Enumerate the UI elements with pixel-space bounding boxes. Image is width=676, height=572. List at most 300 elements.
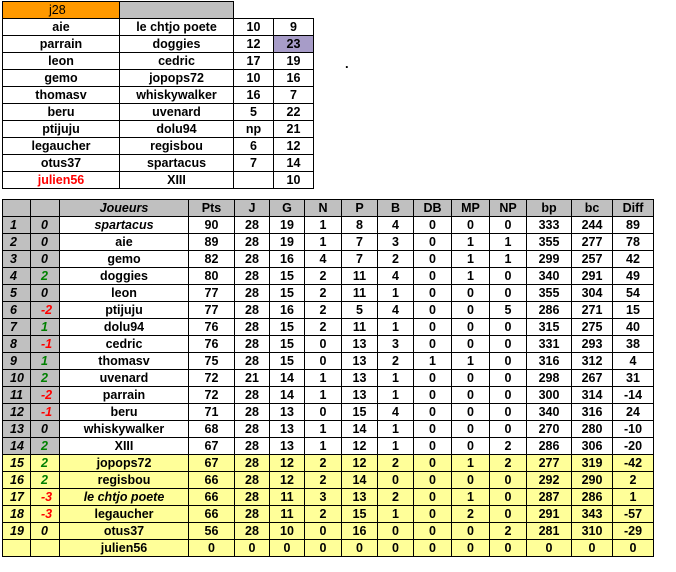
bc-cell: 267 — [572, 370, 613, 387]
standings-row — [3, 540, 654, 557]
np-cell: 1 — [490, 251, 527, 268]
n-cell: 0 — [305, 336, 342, 353]
bc-cell: 291 — [572, 268, 613, 285]
j-cell: 28 — [235, 523, 270, 540]
np-cell: 5 — [490, 302, 527, 319]
player-name-cell: cedric — [60, 336, 189, 353]
match-row — [3, 121, 314, 138]
away-score: 16 — [274, 70, 314, 87]
np-cell: 0 — [490, 268, 527, 285]
rank-change-cell: 2 — [31, 455, 60, 472]
mp-cell: 2 — [452, 506, 490, 523]
match-row — [3, 138, 314, 155]
b-cell: 2 — [378, 251, 414, 268]
p-cell: 13 — [342, 353, 378, 370]
p-cell: 15 — [342, 404, 378, 421]
home-score: 6 — [234, 138, 274, 155]
away-player: cedric — [120, 53, 234, 70]
rank-change-cell: 2 — [31, 472, 60, 489]
np-cell: 0 — [490, 489, 527, 506]
g-cell: 16 — [270, 302, 305, 319]
bp-cell: 287 — [527, 489, 572, 506]
p-cell: 15 — [342, 506, 378, 523]
home-player: julien56 — [3, 172, 120, 189]
bc-cell: 275 — [572, 319, 613, 336]
rank-change-cell: -2 — [31, 387, 60, 404]
p-cell: 14 — [342, 421, 378, 438]
db-cell: 0 — [414, 472, 452, 489]
column-header: NP — [490, 200, 527, 217]
n-cell: 1 — [305, 234, 342, 251]
bp-cell: 340 — [527, 268, 572, 285]
g-cell: 0 — [270, 540, 305, 557]
stray-dot: . — [345, 56, 349, 71]
standings-row — [3, 523, 654, 540]
home-score: 16 — [234, 87, 274, 104]
j-cell: 28 — [235, 336, 270, 353]
bc-cell: 312 — [572, 353, 613, 370]
header-empty-cell — [234, 2, 274, 19]
p-cell: 11 — [342, 268, 378, 285]
b-cell: 2 — [378, 489, 414, 506]
rank-cell: 4 — [3, 268, 31, 285]
rank-change-cell: 2 — [31, 268, 60, 285]
pts-cell: 90 — [189, 217, 235, 234]
db-cell: 0 — [414, 489, 452, 506]
p-cell: 14 — [342, 472, 378, 489]
mp-cell: 0 — [452, 472, 490, 489]
bc-cell: 293 — [572, 336, 613, 353]
column-header: Diff — [613, 200, 654, 217]
pts-cell: 67 — [189, 438, 235, 455]
n-cell: 2 — [305, 506, 342, 523]
p-cell: 13 — [342, 387, 378, 404]
mp-cell: 1 — [452, 489, 490, 506]
bp-cell: 299 — [527, 251, 572, 268]
home-score: 7 — [234, 155, 274, 172]
standings-row — [3, 421, 654, 438]
np-cell: 0 — [490, 387, 527, 404]
pts-cell: 77 — [189, 302, 235, 319]
p-cell: 13 — [342, 489, 378, 506]
p-cell: 16 — [342, 523, 378, 540]
mp-cell: 0 — [452, 421, 490, 438]
rank-change-cell: 1 — [31, 353, 60, 370]
mp-cell: 0 — [452, 523, 490, 540]
player-name-cell: le chtjo poete — [60, 489, 189, 506]
np-cell: 0 — [490, 540, 527, 557]
player-name-cell: ptijuju — [60, 302, 189, 319]
player-name-cell: thomasv — [60, 353, 189, 370]
b-cell: 1 — [378, 506, 414, 523]
n-cell: 0 — [305, 404, 342, 421]
b-cell: 4 — [378, 217, 414, 234]
diff-cell: 31 — [613, 370, 654, 387]
bc-cell: 306 — [572, 438, 613, 455]
standings-row — [3, 404, 654, 421]
pts-cell: 72 — [189, 370, 235, 387]
j-cell: 21 — [235, 370, 270, 387]
bc-cell: 343 — [572, 506, 613, 523]
bc-cell: 244 — [572, 217, 613, 234]
standings-row — [3, 268, 654, 285]
bc-cell: 310 — [572, 523, 613, 540]
j-cell: 28 — [235, 404, 270, 421]
player-name-cell: leon — [60, 285, 189, 302]
p-cell: 13 — [342, 370, 378, 387]
player-name-cell: uvenard — [60, 370, 189, 387]
diff-cell: -20 — [613, 438, 654, 455]
bp-cell: 300 — [527, 387, 572, 404]
rank-cell: 12 — [3, 404, 31, 421]
n-cell: 1 — [305, 370, 342, 387]
np-cell: 0 — [490, 217, 527, 234]
mp-cell: 0 — [452, 319, 490, 336]
bc-cell: 316 — [572, 404, 613, 421]
bp-cell: 315 — [527, 319, 572, 336]
bp-cell: 331 — [527, 336, 572, 353]
pts-cell: 77 — [189, 285, 235, 302]
db-cell: 0 — [414, 540, 452, 557]
n-cell: 2 — [305, 285, 342, 302]
away-player: doggies — [120, 36, 234, 53]
db-cell: 0 — [414, 438, 452, 455]
db-cell: 0 — [414, 251, 452, 268]
standings-row — [3, 285, 654, 302]
match-row — [3, 19, 314, 36]
p-cell: 7 — [342, 234, 378, 251]
bc-cell: 271 — [572, 302, 613, 319]
rank-change-cell: 0 — [31, 234, 60, 251]
away-score: 10 — [274, 172, 314, 189]
b-cell: 4 — [378, 302, 414, 319]
diff-cell: -14 — [613, 387, 654, 404]
j-cell: 0 — [235, 540, 270, 557]
g-cell: 15 — [270, 285, 305, 302]
diff-cell: 0 — [613, 540, 654, 557]
match-row — [3, 53, 314, 70]
player-name-cell: regisbou — [60, 472, 189, 489]
bp-cell: 355 — [527, 285, 572, 302]
rank-change-cell: 2 — [31, 438, 60, 455]
p-cell: 11 — [342, 285, 378, 302]
j-cell: 28 — [235, 217, 270, 234]
db-cell: 0 — [414, 217, 452, 234]
standings-row — [3, 472, 654, 489]
bp-cell: 286 — [527, 302, 572, 319]
rank-cell: 5 — [3, 285, 31, 302]
j-cell: 28 — [235, 438, 270, 455]
player-name-cell: whiskywalker — [60, 421, 189, 438]
player-name-cell: otus37 — [60, 523, 189, 540]
pts-cell: 68 — [189, 421, 235, 438]
bp-cell: 286 — [527, 438, 572, 455]
rank-cell: 3 — [3, 251, 31, 268]
standings-row — [3, 370, 654, 387]
rank-change-cell: 0 — [31, 285, 60, 302]
b-cell: 1 — [378, 285, 414, 302]
match-row — [3, 104, 314, 121]
g-cell: 16 — [270, 251, 305, 268]
p-cell: 0 — [342, 540, 378, 557]
n-cell: 2 — [305, 472, 342, 489]
pts-cell: 71 — [189, 404, 235, 421]
n-cell: 0 — [305, 353, 342, 370]
rank-cell: 8 — [3, 336, 31, 353]
rank-cell: 17 — [3, 489, 31, 506]
matches-table — [2, 1, 314, 189]
standings-row — [3, 217, 654, 234]
rank-cell — [3, 540, 31, 557]
j-cell: 28 — [235, 387, 270, 404]
home-score: 5 — [234, 104, 274, 121]
away-score: 21 — [274, 121, 314, 138]
bp-cell: 292 — [527, 472, 572, 489]
diff-cell: -29 — [613, 523, 654, 540]
mp-cell: 1 — [452, 234, 490, 251]
round-label: j28 — [3, 2, 120, 19]
rank-cell: 6 — [3, 302, 31, 319]
bp-cell: 270 — [527, 421, 572, 438]
db-cell: 0 — [414, 234, 452, 251]
player-name-cell: aie — [60, 234, 189, 251]
db-cell: 0 — [414, 506, 452, 523]
db-cell: 0 — [414, 523, 452, 540]
db-cell: 0 — [414, 387, 452, 404]
standings-row — [3, 455, 654, 472]
rank-change-cell: 0 — [31, 217, 60, 234]
column-header: G — [270, 200, 305, 217]
rank-cell: 19 — [3, 523, 31, 540]
away-score: 14 — [274, 155, 314, 172]
np-cell: 0 — [490, 506, 527, 523]
g-cell: 15 — [270, 353, 305, 370]
mp-cell: 1 — [452, 455, 490, 472]
player-name-cell: julien56 — [60, 540, 189, 557]
away-score: 12 — [274, 138, 314, 155]
player-name-cell: spartacus — [60, 217, 189, 234]
bc-cell: 304 — [572, 285, 613, 302]
rank-change-cell — [31, 540, 60, 557]
rank-change-cell: -1 — [31, 404, 60, 421]
rank-change-cell: -3 — [31, 489, 60, 506]
away-player: le chtjo poete — [120, 19, 234, 36]
column-header: bp — [527, 200, 572, 217]
home-player: legaucher — [3, 138, 120, 155]
n-cell: 1 — [305, 421, 342, 438]
standings-row — [3, 234, 654, 251]
bc-cell: 280 — [572, 421, 613, 438]
np-cell: 0 — [490, 421, 527, 438]
standings-row — [3, 489, 654, 506]
player-name-cell: jopops72 — [60, 455, 189, 472]
diff-cell: 38 — [613, 336, 654, 353]
away-score: 7 — [274, 87, 314, 104]
p-cell: 11 — [342, 319, 378, 336]
diff-cell: 24 — [613, 404, 654, 421]
player-name-cell: legaucher — [60, 506, 189, 523]
b-cell: 2 — [378, 455, 414, 472]
mp-cell: 1 — [452, 268, 490, 285]
diff-cell: 89 — [613, 217, 654, 234]
column-header: Pts — [189, 200, 235, 217]
np-cell: 2 — [490, 438, 527, 455]
diff-cell: 2 — [613, 472, 654, 489]
np-cell: 0 — [490, 370, 527, 387]
diff-cell: -57 — [613, 506, 654, 523]
bp-cell: 281 — [527, 523, 572, 540]
column-header: MP — [452, 200, 490, 217]
diff-cell: 78 — [613, 234, 654, 251]
bc-cell: 286 — [572, 489, 613, 506]
pts-cell: 66 — [189, 489, 235, 506]
away-score: 19 — [274, 53, 314, 70]
mp-cell: 1 — [452, 353, 490, 370]
j-cell: 28 — [235, 234, 270, 251]
b-cell: 4 — [378, 268, 414, 285]
n-cell: 2 — [305, 319, 342, 336]
mp-cell: 1 — [452, 251, 490, 268]
column-header: P — [342, 200, 378, 217]
n-cell: 1 — [305, 387, 342, 404]
rank-header — [3, 200, 31, 217]
p-cell: 12 — [342, 438, 378, 455]
g-cell: 19 — [270, 234, 305, 251]
db-cell: 0 — [414, 319, 452, 336]
bp-cell: 333 — [527, 217, 572, 234]
db-cell: 0 — [414, 455, 452, 472]
standings-row — [3, 353, 654, 370]
standings-table — [2, 199, 654, 557]
pts-cell: 72 — [189, 387, 235, 404]
standings-header-row — [3, 200, 654, 217]
match-row — [3, 70, 314, 87]
rank-cell: 10 — [3, 370, 31, 387]
j-cell: 28 — [235, 489, 270, 506]
j-cell: 28 — [235, 472, 270, 489]
standings-row — [3, 506, 654, 523]
np-cell: 1 — [490, 234, 527, 251]
away-score: 23 — [274, 36, 314, 53]
bc-cell: 257 — [572, 251, 613, 268]
mp-cell: 0 — [452, 217, 490, 234]
g-cell: 14 — [270, 370, 305, 387]
home-score — [234, 172, 274, 189]
away-player: XIII — [120, 172, 234, 189]
np-cell: 0 — [490, 404, 527, 421]
rank-change-cell: 2 — [31, 370, 60, 387]
player-name-cell: gemo — [60, 251, 189, 268]
mp-cell: 0 — [452, 540, 490, 557]
bp-cell: 277 — [527, 455, 572, 472]
bp-cell: 316 — [527, 353, 572, 370]
rank-cell: 16 — [3, 472, 31, 489]
np-cell: 0 — [490, 319, 527, 336]
away-player: spartacus — [120, 155, 234, 172]
j-cell: 28 — [235, 285, 270, 302]
home-score: 17 — [234, 53, 274, 70]
column-header: Joueurs — [60, 200, 189, 217]
b-cell: 1 — [378, 387, 414, 404]
rank-cell: 18 — [3, 506, 31, 523]
home-score: 10 — [234, 19, 274, 36]
standings-row — [3, 319, 654, 336]
db-cell: 0 — [414, 421, 452, 438]
g-cell: 15 — [270, 319, 305, 336]
n-cell: 1 — [305, 438, 342, 455]
match-row — [3, 172, 314, 189]
pts-cell: 67 — [189, 455, 235, 472]
match-row — [3, 36, 314, 53]
db-cell: 0 — [414, 404, 452, 421]
p-cell: 8 — [342, 217, 378, 234]
n-cell: 4 — [305, 251, 342, 268]
away-score: 9 — [274, 19, 314, 36]
diff-cell: 4 — [613, 353, 654, 370]
bp-cell: 291 — [527, 506, 572, 523]
b-cell: 1 — [378, 319, 414, 336]
diff-cell: 1 — [613, 489, 654, 506]
n-cell: 2 — [305, 455, 342, 472]
b-cell: 2 — [378, 353, 414, 370]
player-name-cell: beru — [60, 404, 189, 421]
db-cell: 1 — [414, 353, 452, 370]
db-cell: 0 — [414, 370, 452, 387]
diff-cell: 40 — [613, 319, 654, 336]
mp-cell: 0 — [452, 302, 490, 319]
away-player: uvenard — [120, 104, 234, 121]
match-row — [3, 87, 314, 104]
p-cell: 13 — [342, 336, 378, 353]
standings-row — [3, 438, 654, 455]
b-cell: 0 — [378, 472, 414, 489]
g-cell: 10 — [270, 523, 305, 540]
j-cell: 28 — [235, 251, 270, 268]
g-cell: 15 — [270, 268, 305, 285]
np-cell: 0 — [490, 336, 527, 353]
home-score: 12 — [234, 36, 274, 53]
rank-cell: 15 — [3, 455, 31, 472]
n-cell: 2 — [305, 268, 342, 285]
pts-cell: 0 — [189, 540, 235, 557]
pts-cell: 66 — [189, 472, 235, 489]
bc-cell: 0 — [572, 540, 613, 557]
b-cell: 3 — [378, 234, 414, 251]
mp-cell: 0 — [452, 370, 490, 387]
away-player: whiskywalker — [120, 87, 234, 104]
match-row — [3, 155, 314, 172]
diff-cell: 54 — [613, 285, 654, 302]
b-cell: 1 — [378, 370, 414, 387]
rank-cell: 11 — [3, 387, 31, 404]
j-cell: 28 — [235, 302, 270, 319]
matches-header-row — [3, 2, 314, 19]
b-cell: 0 — [378, 523, 414, 540]
n-cell: 0 — [305, 540, 342, 557]
bc-cell: 314 — [572, 387, 613, 404]
g-cell: 15 — [270, 336, 305, 353]
standings-row — [3, 251, 654, 268]
b-cell: 0 — [378, 540, 414, 557]
rank-cell: 1 — [3, 217, 31, 234]
rank-change-cell: -3 — [31, 506, 60, 523]
away-score: 22 — [274, 104, 314, 121]
j-cell: 28 — [235, 268, 270, 285]
home-player: gemo — [3, 70, 120, 87]
p-cell: 5 — [342, 302, 378, 319]
diff-cell: -42 — [613, 455, 654, 472]
home-player: aie — [3, 19, 120, 36]
